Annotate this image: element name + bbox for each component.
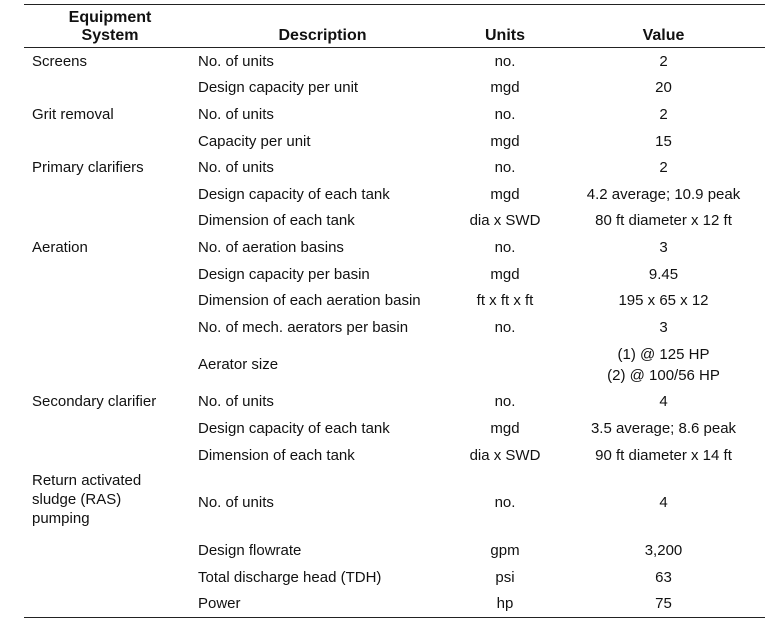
- value-line: (1) @ 125 HP: [617, 345, 710, 363]
- table-body: [24, 48, 765, 618]
- description-cell: No. of units: [198, 393, 274, 411]
- units-cell: no.: [494, 238, 516, 256]
- table-row: [24, 75, 765, 102]
- units-cell: dia x SWD: [469, 212, 541, 230]
- units-cell: no.: [494, 159, 516, 177]
- system-cell: [24, 591, 196, 618]
- header-value: Value: [642, 27, 685, 44]
- table-row: [24, 234, 765, 261]
- table-row: [24, 415, 765, 442]
- units-cell: no.: [494, 318, 516, 336]
- value-cell: 4.2 average; 10.9 peak: [586, 185, 741, 203]
- system-cell: [24, 261, 196, 288]
- system-cell: [24, 75, 196, 102]
- table-row: [24, 181, 765, 208]
- system-cell: Aeration: [32, 238, 88, 256]
- table-row: [24, 564, 765, 591]
- units-cell: mgd: [490, 265, 520, 283]
- header-description: Description: [278, 27, 367, 44]
- units-cell: mgd: [490, 79, 520, 97]
- system-cell: [24, 415, 196, 442]
- value-cell: 4: [659, 393, 668, 411]
- value-cell: 3.5 average; 8.6 peak: [590, 419, 737, 437]
- table-row: [24, 208, 765, 235]
- units-cell: no.: [494, 494, 516, 512]
- system-cell: [24, 181, 196, 208]
- description-cell: Dimension of each aeration basin: [198, 292, 421, 310]
- table-row: [24, 287, 765, 314]
- header-units: Units: [485, 27, 525, 44]
- table-row: [24, 591, 765, 618]
- description-cell: Aerator size: [198, 356, 279, 374]
- value-cell: 90 ft diameter x 14 ft: [595, 446, 732, 464]
- header-system-line2: System: [81, 27, 139, 44]
- units-cell: psi: [495, 568, 515, 586]
- units-cell: no.: [494, 105, 516, 123]
- system-cell: [24, 564, 196, 591]
- table-row: [24, 442, 765, 469]
- description-cell: No. of aeration basins: [198, 238, 344, 256]
- table-row: [24, 261, 765, 288]
- table-row: [24, 314, 765, 341]
- value-cell: 3: [659, 238, 668, 256]
- value-cell: 80 ft diameter x 12 ft: [595, 212, 732, 230]
- table-row: [24, 341, 765, 389]
- units-cell: mgd: [490, 185, 520, 203]
- description-cell: Design capacity per basin: [198, 265, 370, 283]
- value-cell: 63: [655, 568, 672, 586]
- system-cell: Screens: [32, 52, 88, 70]
- value-cell: 9.45: [648, 265, 679, 283]
- value-cell: 2: [659, 105, 668, 123]
- table-row: [24, 389, 765, 416]
- table-row: [24, 537, 765, 564]
- table-row: [24, 101, 765, 128]
- value-cell: [561, 341, 765, 389]
- description-cell: Power: [198, 595, 241, 613]
- table-row: [24, 128, 765, 155]
- system-cell: Secondary clarifier: [32, 393, 157, 411]
- system-cell: [24, 442, 196, 469]
- equipment-table: [24, 4, 765, 618]
- description-cell: Dimension of each tank: [198, 212, 355, 230]
- system-line: Return activated: [32, 472, 142, 490]
- header-system-line1: Equipment: [68, 9, 152, 26]
- system-cell: [24, 468, 196, 537]
- header-row: [24, 5, 765, 48]
- value-cell: 195 x 65 x 12: [618, 292, 709, 310]
- value-cell: 3: [659, 318, 668, 336]
- description-cell: Total discharge head (TDH): [198, 568, 382, 586]
- value-cell: 2: [659, 52, 668, 70]
- system-cell: [24, 314, 196, 341]
- header-equipment-system: [24, 5, 196, 48]
- description-cell: No. of units: [198, 105, 274, 123]
- value-cell: 15: [655, 132, 672, 150]
- units-cell: ft x ft x ft: [476, 292, 534, 310]
- value-line: (2) @ 100/56 HP: [607, 366, 720, 384]
- units-cell: gpm: [490, 542, 520, 560]
- system-cell: [24, 287, 196, 314]
- value-cell: 3,200: [644, 542, 683, 560]
- description-cell: Design capacity of each tank: [198, 185, 390, 203]
- system-cell: Primary clarifiers: [32, 159, 144, 177]
- system-cell: [24, 341, 196, 389]
- units-cell: dia x SWD: [469, 446, 541, 464]
- description-cell: Capacity per unit: [198, 132, 311, 150]
- description-cell: No. of units: [198, 52, 274, 70]
- table-row: [24, 48, 765, 75]
- description-cell: No. of units: [198, 159, 274, 177]
- description-cell: Dimension of each tank: [198, 446, 355, 464]
- units-cell: hp: [496, 595, 514, 613]
- description-cell: Design capacity of each tank: [198, 419, 390, 437]
- value-cell: 20: [655, 79, 672, 97]
- system-line: sludge (RAS): [32, 491, 122, 509]
- equipment-table-container: [24, 4, 765, 618]
- description-cell: No. of mech. aerators per basin: [198, 318, 409, 336]
- table-row: [24, 468, 765, 537]
- value-cell: 2: [659, 159, 668, 177]
- units-cell: no.: [494, 52, 516, 70]
- table-row: [24, 154, 765, 181]
- units-cell: no.: [494, 393, 516, 411]
- system-cell: [24, 128, 196, 155]
- system-line: pumping: [32, 510, 90, 528]
- description-cell: No. of units: [198, 494, 274, 512]
- units-cell: mgd: [490, 419, 520, 437]
- system-cell: Grit removal: [32, 105, 114, 123]
- table-header: [24, 5, 765, 48]
- value-cell: 75: [655, 595, 672, 613]
- system-cell: [24, 208, 196, 235]
- value-multiline: [607, 344, 720, 386]
- description-cell: Design capacity per unit: [198, 79, 359, 97]
- system-cell: [24, 537, 196, 564]
- description-cell: Design flowrate: [198, 542, 302, 560]
- units-cell: [449, 341, 561, 389]
- value-cell: 4: [659, 494, 668, 512]
- units-cell: mgd: [490, 132, 520, 150]
